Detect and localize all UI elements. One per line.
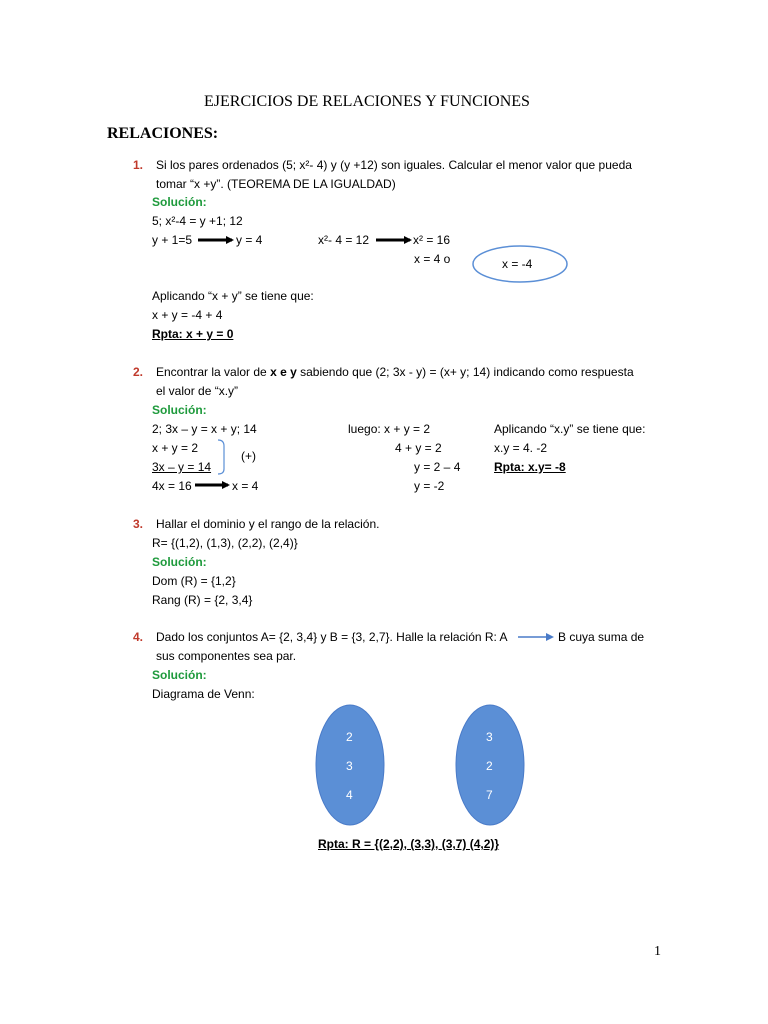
exercise-1-line: Aplicando “x + y” se tiene que: — [152, 289, 314, 303]
exercise-1-line: x² = 16 — [413, 233, 451, 247]
exercise-4-statement-end: B cuya suma de — [558, 630, 645, 644]
exercise-2-number: 2. — [133, 365, 144, 379]
exercise-1-number: 1. — [133, 158, 144, 172]
exercise-1-line: x + y = -4 + 4 — [152, 308, 223, 322]
exercise-2-col2-line: luego: x + y = 2 — [348, 422, 431, 436]
exercise-4-solution-label: Solución: — [152, 668, 207, 682]
venn-b-element: 7 — [486, 788, 493, 802]
venn-a-element: 2 — [346, 730, 353, 744]
exercise-3-line: Dom (R) = {1,2} — [152, 574, 236, 588]
exercise-1-solution-label: Solución: — [152, 195, 207, 209]
exercise-2-statement-2: el valor de “x.y” — [156, 384, 239, 398]
venn-b-element: 3 — [486, 730, 493, 744]
exercise-3-line: Rang (R) = {2, 3,4} — [152, 593, 253, 607]
statement-part: sabiendo que (2; 3x - y) = (x+ y; 14) indicando como respuesta — [296, 365, 634, 379]
venn-a-element: 3 — [346, 759, 353, 773]
page-number: 1 — [654, 944, 661, 959]
exercise-1-line: y = 4 — [236, 233, 263, 247]
exercise-2-col3-line: x.y = 4. -2 — [494, 441, 548, 455]
exercise-3-statement: Hallar el dominio y el rango de la relación. — [156, 517, 380, 531]
exercise-4-line: Diagrama de Venn: — [152, 687, 255, 701]
section-heading: RELACIONES: — [107, 125, 219, 142]
oval-answer: x = -4 — [502, 257, 533, 271]
oval-outline — [473, 246, 567, 282]
exercise-2-col3-line: Aplicando “x.y” se tiene que: — [494, 422, 646, 436]
exercise-2-col2-line: y = 2 – 4 — [414, 460, 461, 474]
exercise-1-line: x²- 4 = 12 — [318, 233, 370, 247]
exercise-1-line: 5; x²-4 = y +1; 12 — [152, 214, 243, 228]
statement-variables: x e y — [270, 365, 297, 379]
exercise-3-solution-label: Solución: — [152, 555, 207, 569]
exercise-4-statement: Dado los conjuntos A= {2, 3,4} y B = {3, 2,7}. Halle la relación R: A — [156, 630, 508, 644]
exercise-1-line: x = 4 o — [414, 252, 451, 266]
exercise-3-number: 3. — [133, 517, 144, 531]
venn-b-element: 2 — [486, 759, 493, 773]
venn-a-element: 4 — [346, 788, 353, 802]
sum-bracket — [218, 440, 224, 474]
exercise-2-col1-line: 3x – y = 14 — [152, 460, 212, 474]
exercise-2-col1-line: x = 4 — [232, 479, 259, 493]
exercise-3-line: R= {(1,2), (1,3), (2,2), (2,4)} — [152, 536, 298, 550]
exercise-2-col2-line: 4 + y = 2 — [395, 441, 442, 455]
statement-part: Encontrar la valor de — [156, 365, 271, 379]
exercise-1-answer: Rpta: x + y = 0 — [152, 327, 234, 341]
exercise-4-statement-2: sus componentes sea par. — [156, 649, 297, 663]
exercise-4-number: 4. — [133, 630, 144, 644]
exercise-2-answer: Rpta: x.y= -8 — [494, 460, 566, 474]
plus-label: (+) — [241, 449, 256, 463]
exercise-1-line: y + 1=5 — [152, 233, 193, 247]
exercise-1-statement: Si los pares ordenados (5; x²- 4) y (y +12) son iguales. Calcular el menor valor que pueda — [156, 158, 632, 172]
exercise-2-col2-line: y = -2 — [414, 479, 445, 493]
exercise-2-solution-label: Solución: — [152, 403, 207, 417]
exercise-1-statement-2: tomar “x +y”. (TEOREMA DE LA IGUALDAD) — [156, 177, 396, 191]
exercise-2-col1-line: 2; 3x – y = x + y; 14 — [152, 422, 257, 436]
exercise-4-answer: Rpta: R = {(2,2), (3,3), (3,7) (4,2)} — [318, 837, 500, 851]
exercise-2-col1-line: x + y = 2 — [152, 441, 199, 455]
exercise-2-col1-line: 4x = 16 — [152, 479, 192, 493]
page-title: EJERCICIOS DE RELACIONES Y FUNCIONES — [204, 93, 530, 110]
